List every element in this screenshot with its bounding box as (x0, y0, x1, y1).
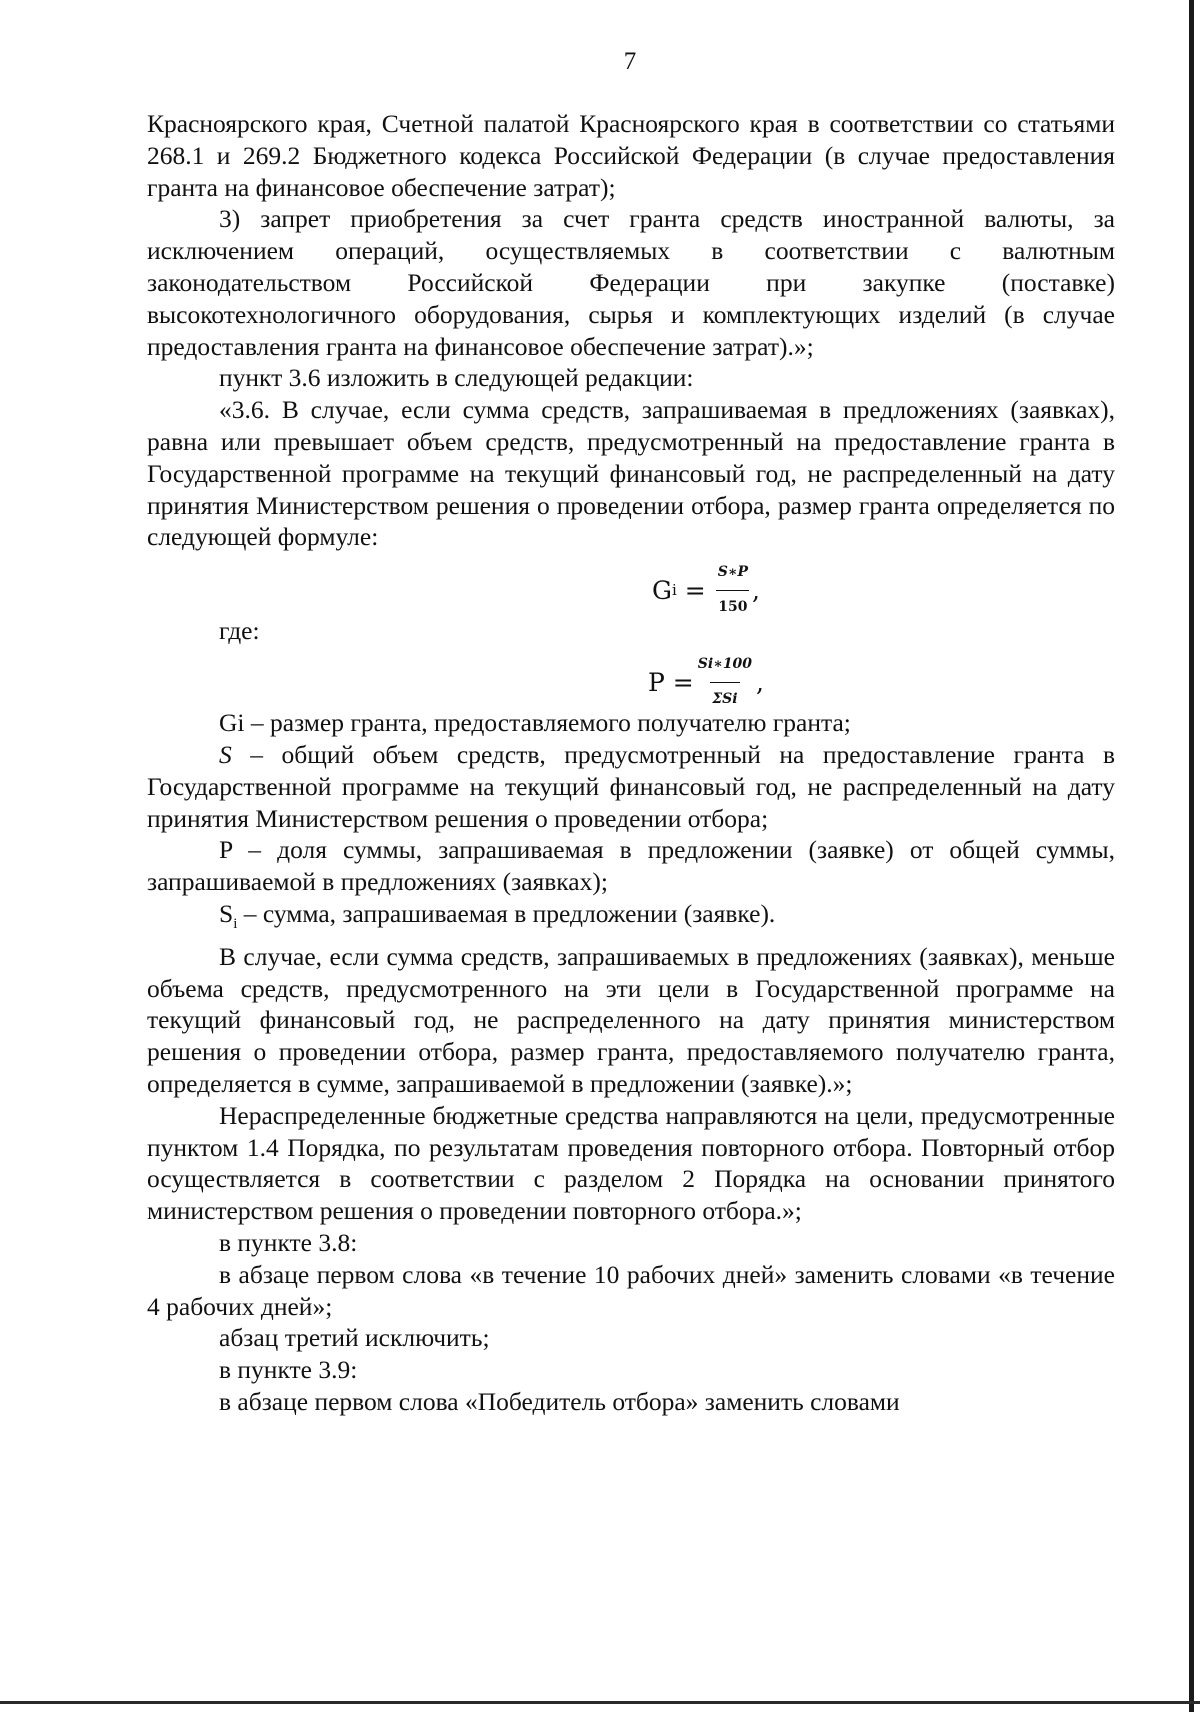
definition-si-sub: i (233, 916, 238, 933)
definition-s-text: – общий объем средств, предусмотренный на предоставление гранта в Государственной программе на текущий финансовый год, не распределенный на дату принятия Министерством решения о проведении отбора; (147, 739, 1115, 833)
paragraph: абзац третий исключить; (219, 1323, 490, 1353)
paragraph: пункт 3.6 изложить в следующей редакции: (219, 363, 694, 393)
formula-g-lhs: G (652, 575, 673, 605)
definition-si-text: – сумма, запрашиваемая в предложении (заявке). (237, 898, 776, 928)
paragraph: «3.6. В случае, если сумма средств, запрашиваемая в предложениях (заявках), равна или превышает объем средств, предусмотренный на предоставление гранта в Государственной программе на текущий финансовый год, не распределенный на дату принятия Министерством решения о проведении отбора, размер гранта определяется по следующей формуле: (147, 395, 1115, 552)
paragraph: В случае, если сумма средств, запрашиваемых в предложениях (заявках), меньше объема средств, предусмотренного на эти цели в Государственной программе на текущий финансовый год, не распределенного на дату принятия министерством решения о проведении отбора, размер гранта, предоставляемого получателю гранта, определяется в сумме, запрашиваемой в предложении (заявке).»; (147, 941, 1115, 1099)
formula-p-lhs: P = (648, 667, 694, 697)
definition-si (147, 898, 1115, 941)
formula-g-fraction (716, 557, 750, 624)
definition-gi: Gi – размер гранта, предоставляемого получателю гранта; (219, 708, 851, 738)
scan-edge-right (1189, 0, 1194, 1712)
definition-s (147, 739, 1115, 834)
definition-si-symbol: S (219, 898, 234, 928)
formula-g-numerator: S∗P (717, 564, 748, 581)
paragraph: Нераспределенные бюджетные средства направляются на цели, предусмотренные пунктом 1.4 Порядка, по результатам проведения повторного отбора. Повторный отбор осуществляется в соответствии с разделом 2 Порядка на основании принятого министерством решения о проведении повторного отбора.»; (147, 1100, 1115, 1226)
paragraph: в пункте 3.9: (219, 1355, 358, 1385)
where-label: где: (219, 616, 260, 646)
formula-share (147, 647, 1115, 707)
formula-g-tail: , (752, 575, 760, 605)
formula-g-eq: = (676, 575, 714, 605)
definition-p: P – доля суммы, запрашиваемая в предложении (заявке) от общей суммы, запрашиваемой в предложениях (заявках); (147, 835, 1115, 897)
paragraph: в абзаце первом слова «в течение 10 рабочих дней» заменить словами «в течение 4 рабочих дней»; (147, 1259, 1115, 1321)
page-number: 7 (623, 48, 637, 75)
document-body (147, 108, 1115, 1418)
scan-edge-bottom (0, 1701, 1200, 1704)
paragraph: в абзаце первом слова «Победитель отбора» заменить словами (219, 1386, 900, 1416)
formula-g-denominator: 150 (716, 590, 749, 624)
formula-g-sub: i (672, 580, 677, 599)
definition-s-symbol: S (219, 739, 232, 769)
formula-p-numerator: Si∗100 (697, 656, 753, 673)
paragraph: 3) запрет приобретения за счет гранта средств иностранной валюты, за исключением операций, осуществляемых в соответствии с валютным законодательством Российской Федерации при закупке (поставке) высокотехнологичного оборудования, сырья и комплектующих изделий (в случае предоставления гранта на финансовое обеспечение затрат).»; (147, 204, 1115, 361)
formula-p-fraction (696, 649, 754, 716)
formula-p-tail: , (756, 667, 764, 697)
paragraph: Красноярского края, Счетной палатой Красноярского края в соответствии со статьями 268.1 и 269.2 Бюджетного кодекса Российской Федерации (в случае предоставления гранта на финансовое обеспечение затрат); (147, 109, 1115, 202)
paragraph: в пункте 3.8: (219, 1228, 358, 1257)
formula-p-denominator: ΣSi (710, 682, 739, 716)
formula-grant (147, 553, 1115, 615)
